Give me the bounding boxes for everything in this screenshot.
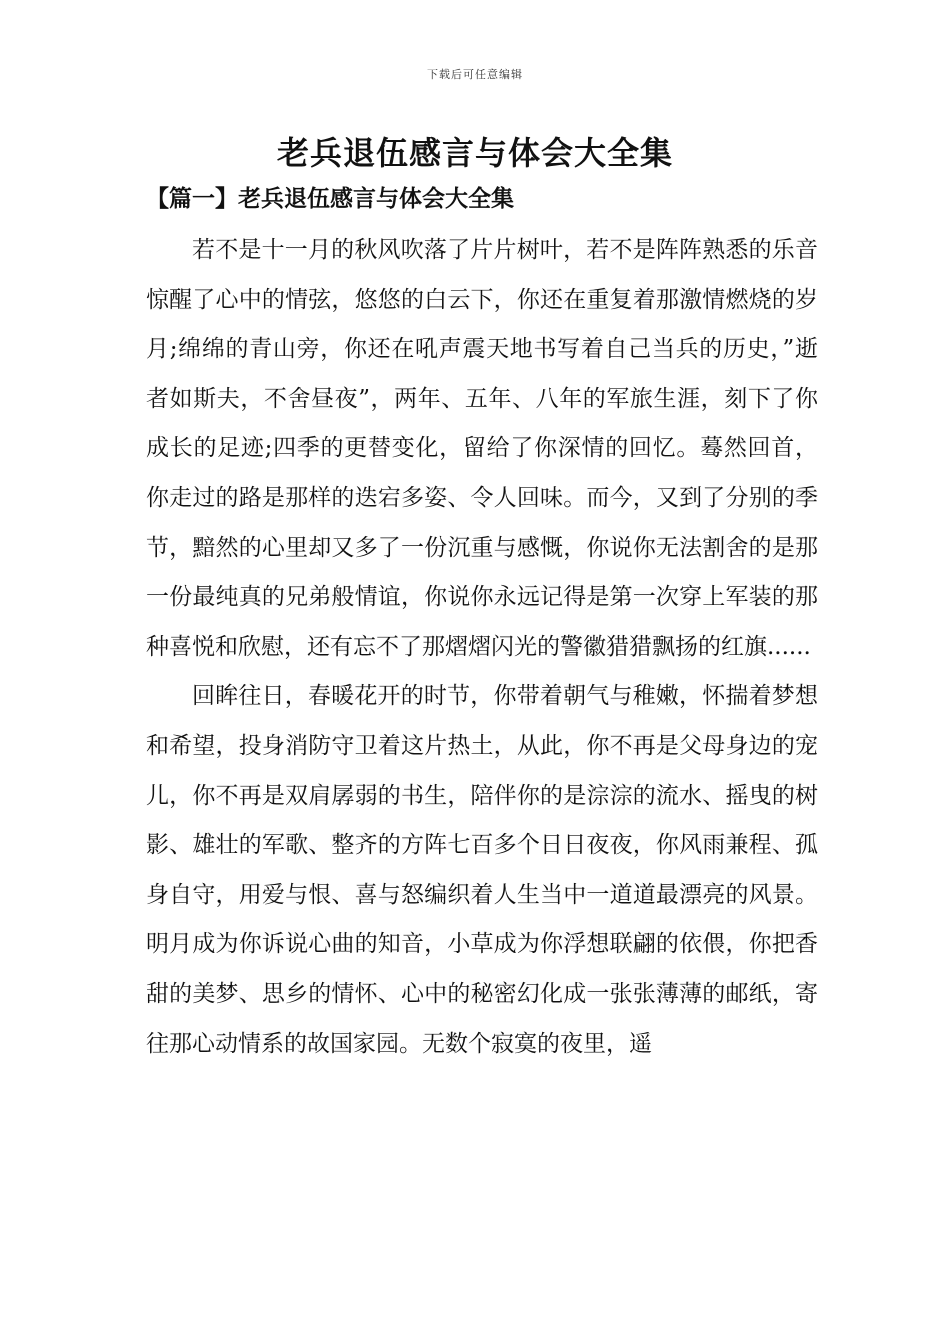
section-heading: 【篇一】老兵退伍感言与体会大全集	[146, 185, 514, 212]
body-paragraph: 回眸往日，春暖花开的时节，你带着朝气与稚嫩，怀揣着梦想和希望，投身消防守卫着这片热土，从此，你不再是父母身边的宠儿，你不再是双肩孱弱的书生，陪伴你的是淙淙的流水、摇曳的树影、雄壮的军歌、整齐的方阵七百多个日日夜夜，你风雨兼程、孤身自守，用爱与恨、喜与怒编织着人生当中一道道最漂亮的风景。明月成为你诉说心曲的知音，小草成为你浮想联翩的依偎，你把香甜的美梦、思乡的情怀、心中的秘密幻化成一张张薄薄的邮纸，寄往那心动情系的故国家园。无数个寂寞的夜里，遥	[146, 683, 818, 1057]
document-body	[146, 226, 818, 1069]
body-paragraph: 若不是十一月的秋风吹落了片片树叶，若不是阵阵熟悉的乐音惊醒了心中的情弦，悠悠的白云下，你还在重复着那激情燃烧的岁月;绵绵的青山旁，你还在吼声震天地书写着自己当兵的历史，”逝者如斯夫，不舍昼夜”，两年、五年、八年的军旅生涯，刻下了你成长的足迹;四季的更替变化，留给了你深情的回忆。蓦然回首，你走过的路是那样的迭宕多姿、令人回味。而今，又到了分别的季节，黯然的心里却又多了一份沉重与感慨，你说你无法割舍的是那一份最纯真的兄弟般情谊，你说你永远记得是第一次穿上军装的那种喜悦和欣慰，还有忘不了那熠熠闪光的警徽猎猎飘扬的红旗......	[146, 237, 818, 660]
page-header-note: 下载后可任意编辑	[427, 68, 523, 81]
document-title: 老兵退伍感言与体会大全集	[276, 134, 673, 172]
